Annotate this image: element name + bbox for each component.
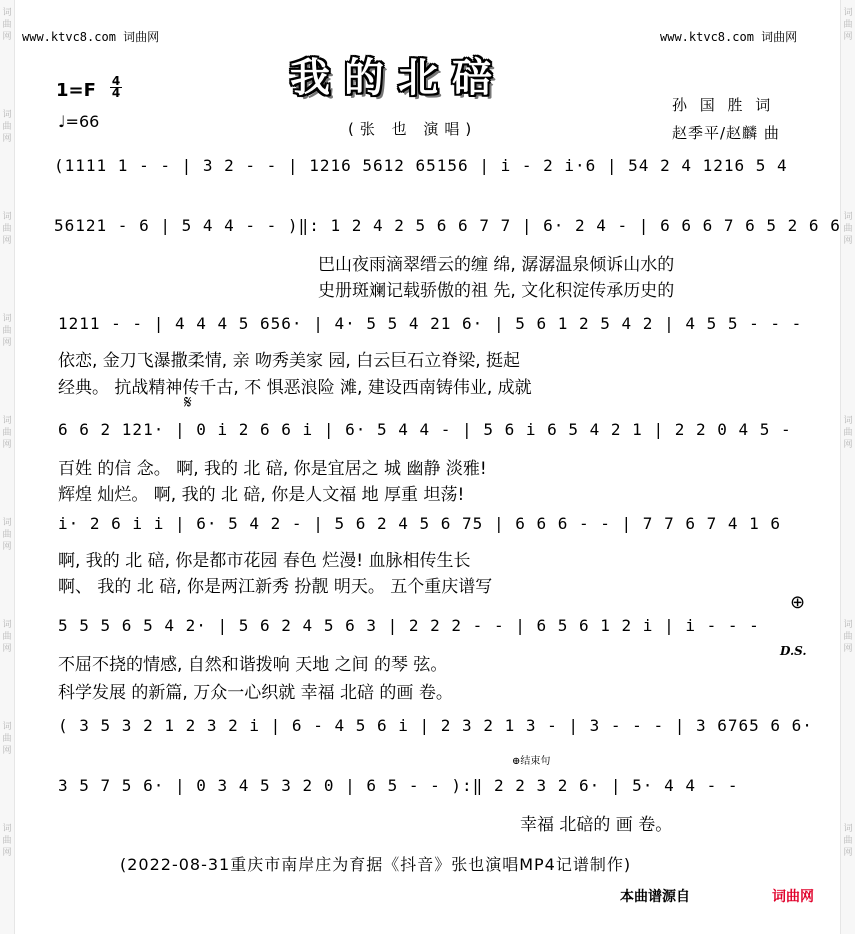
- side-watermark-char: 词: [843, 8, 853, 18]
- ending-label-text: 结束句: [520, 756, 551, 767]
- right-watermark-strip: [840, 0, 855, 934]
- side-watermark-char: 曲: [2, 326, 12, 336]
- lyric-line: 幸福 北碚的 画 卷。: [520, 815, 673, 835]
- lyric-line: 巴山夜雨滴翠缙云的缠 绵, 潺潺温泉倾诉山水的: [318, 255, 675, 275]
- lyricist-credit: 孙 国 胜 词: [672, 96, 775, 114]
- side-watermark-char: 曲: [843, 224, 853, 234]
- side-watermark-char: 词: [843, 416, 853, 426]
- score-row-4: 6 6 2 121· | 0 i 2 6 6 i | 6· 5 4 4 - | 5 6 i 6 5 4 2 1 | 2 2 0 4 5 -: [58, 420, 792, 439]
- side-watermark-char: 词: [2, 722, 12, 732]
- lyric-line: 科学发展 的新篇, 万众一心织就 幸福 北碚 的画 卷。: [58, 683, 453, 703]
- side-watermark-char: 曲: [843, 20, 853, 30]
- side-watermark-char: 网: [2, 440, 12, 450]
- score-row-2: 56121 - 6 | 5 4 4 - - )‖: 1 2 4 2 5 6 6 7 7 | 6· 2 4 - | 6 6 6 7 6 5 2 6 6: [54, 216, 841, 235]
- lyric-line: 依恋, 金刀飞瀑撒柔情, 亲 吻秀美家 园, 白云巨石立脊梁, 挺起: [58, 351, 521, 371]
- side-watermark-char: 网: [843, 440, 853, 450]
- side-watermark-char: 词: [2, 620, 12, 630]
- side-watermark-char: 曲: [2, 224, 12, 234]
- side-watermark-char: 曲: [2, 428, 12, 438]
- side-watermark-char: 网: [843, 848, 853, 858]
- time-signature: [110, 76, 122, 99]
- side-watermark-char: 网: [2, 134, 12, 144]
- side-watermark-char: 曲: [2, 530, 12, 540]
- lyric-line: 啊、 我的 北 碚, 你是两江新秀 扮靓 明天。 五个重庆谱写: [58, 577, 493, 597]
- da-segno-marking: D.S.: [780, 644, 807, 658]
- lyric-line: 史册斑斓记载骄傲的祖 先, 文化积淀传承历史的: [318, 281, 675, 301]
- composer-credit: 赵季平/赵麟 曲: [672, 124, 780, 142]
- side-watermark-char: 网: [2, 542, 12, 552]
- side-watermark-char: 曲: [2, 632, 12, 642]
- side-watermark-char: 网: [2, 338, 12, 348]
- side-watermark-char: 网: [843, 32, 853, 42]
- side-watermark-char: 曲: [2, 836, 12, 846]
- site-watermark-left: www.ktvc8.com 词曲网: [22, 30, 160, 44]
- score-row-7: ( 3 5 3 2 1 2 3 2 i | 6 - 4 5 6 i | 2 3 2 1 3 - | 3 - - - | 3 6765 6 6·: [58, 716, 813, 735]
- key-signature: 1=F: [56, 80, 96, 101]
- source-label: 本曲谱源自: [620, 889, 690, 905]
- lyric-line: 经典。 抗战精神传千古, 不 惧恶浪险 滩, 建设西南铸伟业, 成就: [58, 378, 532, 398]
- score-row-8: 3 5 7 5 6· | 0 3 4 5 3 2 0 | 6 5 - - ):‖ 2 2 3 2 6· | 5· 4 4 - -: [58, 776, 739, 795]
- side-watermark-char: 网: [843, 236, 853, 246]
- lyric-line: 啊, 我的 北 碚, 你是都市花园 春色 烂漫! 血脉相传生长: [58, 551, 471, 571]
- side-watermark-char: 词: [843, 620, 853, 630]
- side-watermark-char: 网: [843, 644, 853, 654]
- side-watermark-char: 词: [2, 110, 12, 120]
- site-watermark-right: www.ktvc8.com 词曲网: [660, 30, 798, 44]
- transcription-note: (2022-08-31重庆市南岸庄为育据《抖音》张也演唱MP4记谱制作): [120, 855, 632, 874]
- lyric-line: 百姓 的信 念。 啊, 我的 北 碚, 你是宜居之 城 幽静 淡雅!: [58, 459, 487, 479]
- side-watermark-char: 曲: [843, 632, 853, 642]
- side-watermark-char: 词: [2, 8, 12, 18]
- coda-small-icon: ⊕: [512, 756, 521, 767]
- side-watermark-char: 词: [843, 824, 853, 834]
- side-watermark-char: 词: [2, 824, 12, 834]
- left-watermark-strip: [0, 0, 15, 934]
- segno-sign: 𝄋: [184, 392, 192, 413]
- side-watermark-char: 网: [2, 236, 12, 246]
- side-watermark-char: 曲: [843, 836, 853, 846]
- side-watermark-char: 网: [2, 746, 12, 756]
- singer-credit: (张 也 演唱): [348, 120, 478, 138]
- tempo-marking: ♩=66: [58, 112, 100, 131]
- score-row-5: i· 2 6 i i | 6· 5 4 2 - | 5 6 2 4 5 6 75 | 6 6 6 - - | 7 7 6 7 4 1 6: [58, 514, 782, 533]
- ending-label: [512, 752, 550, 767]
- side-watermark-char: 词: [2, 416, 12, 426]
- side-watermark-char: 词: [2, 314, 12, 324]
- side-watermark-char: 网: [2, 644, 12, 654]
- side-watermark-char: 曲: [2, 20, 12, 30]
- score-row-1: (1111 1 - - | 3 2 - - | 1216 5612 65156 | i - 2 i·6 | 54 2 4 1216 5 4: [54, 156, 788, 175]
- time-denominator: 4: [111, 86, 121, 100]
- side-watermark-char: 网: [2, 848, 12, 858]
- side-watermark-char: 曲: [2, 122, 12, 132]
- side-watermark-char: 曲: [843, 428, 853, 438]
- lyric-line: 不屈不挠的情感, 自然和谐拨响 天地 之间 的琴 弦。: [58, 655, 448, 675]
- side-watermark-char: 网: [2, 32, 12, 42]
- lyric-line: 辉煌 灿烂。 啊, 我的 北 碚, 你是人文福 地 厚重 坦荡!: [58, 485, 465, 505]
- song-title: 我的北碚: [290, 55, 506, 101]
- coda-sign: ⊕: [790, 592, 806, 613]
- score-row-3: 1211 - - | 4 4 4 5 656· | 4· 5 5 4 21 6· | 5 6 1 2 5 4 2 | 4 5 5 - - -: [58, 314, 803, 333]
- side-watermark-char: 词: [2, 212, 12, 222]
- time-numerator: 4: [111, 74, 121, 88]
- side-watermark-char: 曲: [2, 734, 12, 744]
- brand-logo: 词曲网: [772, 889, 814, 905]
- side-watermark-char: 词: [843, 212, 853, 222]
- side-watermark-char: 词: [2, 518, 12, 528]
- score-row-6: 5 5 5 6 5 4 2· | 5 6 2 4 5 6 3 | 2 2 2 - - | 6 5 6 1 2 i | i - - -: [58, 616, 760, 635]
